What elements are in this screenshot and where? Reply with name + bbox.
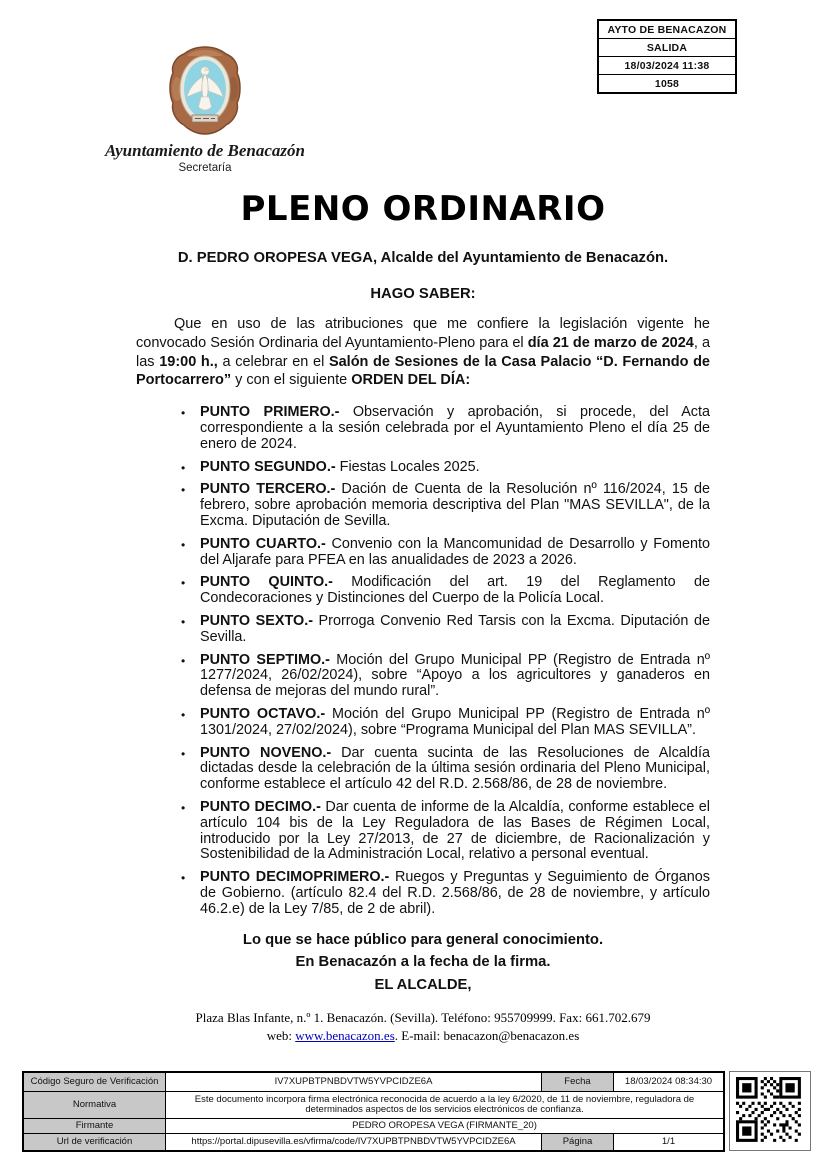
agenda-item bbox=[136, 707, 710, 739]
org-name: Ayuntamiento de Benacazón bbox=[105, 141, 305, 160]
intro-text-run: , a las bbox=[136, 334, 711, 370]
pagina-label: Página bbox=[541, 1133, 613, 1150]
hago-saber-heading: HAGO SABER: bbox=[370, 286, 476, 302]
pagina-value: 1/1 bbox=[613, 1133, 723, 1150]
fecha-value: 18/03/2024 08:34:30 bbox=[613, 1073, 723, 1091]
agenda-item bbox=[136, 405, 710, 452]
agenda-item-text: Dar cuenta de informe de la Alcaldía, conforme establece el artículo 104 bis de la Ley Reguladora de las Bases de Régimen Local, introducido por la Ley 27/2013, de 27 de diciembre, de Racionalización y Sostenibilidad de la Administración Local, relativo a personal eventual. bbox=[200, 798, 710, 863]
email-text: . E-mail: benacazon@benacazon.es bbox=[394, 1027, 580, 1043]
agenda-item bbox=[136, 482, 710, 529]
mayor-name: D. PEDRO OROPESA VEGA bbox=[177, 250, 373, 266]
qr-code-icon bbox=[729, 1071, 811, 1151]
normativa-value: Este documento incorpora firma electrónica reconocida de acuerdo a la ley 6/2020, de 11 de noviembre, reguladora de determinados aspectos de los servicios electrónicos de confianza. bbox=[165, 1091, 723, 1118]
stamp-number: 1058 bbox=[654, 78, 680, 90]
intro-text-run: y con el siguiente bbox=[231, 372, 352, 389]
agenda-list bbox=[136, 405, 710, 917]
agenda-item-text: Fiestas Locales 2025. bbox=[335, 458, 480, 475]
agenda-item bbox=[136, 575, 710, 607]
intro-bold-time: 19:00 h., bbox=[159, 353, 218, 370]
agenda-item-label: PUNTO SEPTIMO.- bbox=[200, 651, 330, 668]
firmante-value: PEDRO OROPESA VEGA (FIRMANTE_20) bbox=[165, 1118, 723, 1133]
agenda-item-label: PUNTO TERCERO.- bbox=[200, 481, 336, 498]
intro-bold-orden: ORDEN DEL DÍA: bbox=[351, 372, 471, 389]
agenda-item-label: PUNTO PRIMERO.- bbox=[200, 404, 340, 421]
stamp-datetime: 18/03/2024 11:38 bbox=[599, 57, 735, 75]
intro-bold-date: día 21 de marzo de 2024 bbox=[527, 334, 694, 351]
agenda-item-label: PUNTO SEXTO.- bbox=[200, 612, 313, 629]
agenda-item-label: PUNTO NOVENO.- bbox=[200, 744, 332, 761]
agenda-item-text: Moción del Grupo Municipal PP (Registro de Entrada nº 1277/2024, 26/02/2024), sobre “Apoyo a los agricultores y ganaderos en defensa de mejoras del mundo rural”. bbox=[200, 651, 710, 700]
page-title: PLENO ORDINARIO bbox=[240, 189, 606, 229]
agenda-item bbox=[136, 537, 710, 569]
address-line: Plaza Blas Infante, n.º 1. Benacazón. (Sevilla). Teléfono: 955709999. Fax: 661.702.679 bbox=[195, 1010, 651, 1025]
agenda-item-label: PUNTO QUINTO.- bbox=[200, 574, 333, 591]
mayor-role: , Alcalde del Ayuntamiento de Benacazón. bbox=[372, 250, 669, 266]
footer-address bbox=[136, 1009, 710, 1044]
verification-table bbox=[22, 1071, 725, 1152]
intro-bold-place: Salón de Sesiones de la Casa Palacio “D. Fernando de Portocarrero” bbox=[136, 353, 710, 389]
closing-block bbox=[136, 929, 710, 997]
normativa-label: Normativa bbox=[24, 1091, 165, 1118]
agenda-item-label: PUNTO SEGUNDO.- bbox=[200, 458, 336, 475]
closing-line: EL ALCALDE, bbox=[374, 976, 472, 993]
agenda-item-text: Dar cuenta sucinta de las Resoluciones de Alcaldía dictadas desde la celebración de la última sesión ordinaria del Pleno Municipal, conforme establece el artículo 42 del R.D. 2.568/86, de 28 de noviembre. bbox=[200, 744, 710, 793]
agenda-item-label: PUNTO OCTAVO.- bbox=[200, 705, 326, 722]
stamp-type: SALIDA bbox=[599, 39, 735, 57]
agenda-item-label: PUNTO DECIMO.- bbox=[200, 798, 321, 815]
agenda-item-label: PUNTO DECIMOPRIMERO.- bbox=[200, 869, 390, 886]
fecha-label: Fecha bbox=[541, 1073, 613, 1091]
agenda-item bbox=[136, 870, 710, 917]
org-department: Secretaría bbox=[178, 162, 232, 174]
closing-line: Lo que se hace público para general conocimiento. bbox=[242, 931, 604, 948]
csv-value: IV7XUPBTPNBDVTW5YVPCIDZE6A bbox=[165, 1073, 541, 1091]
contact-line bbox=[136, 1027, 710, 1045]
agenda-item-label: PUNTO CUARTO.- bbox=[200, 535, 326, 552]
website-link[interactable]: www.benacazon.es bbox=[295, 1027, 395, 1043]
url-value: https://portal.dipusevilla.es/vfirma/code/IV7XUPBTPNBDVTW5YVPCIDZE6A bbox=[165, 1133, 541, 1150]
agenda-item-text: Prorroga Convenio Red Tarsis con la Excma. Diputación de Sevilla. bbox=[200, 612, 710, 645]
agenda-item-text: Moción del Grupo Municipal PP (Registro de Entrada nº 1301/2024, 27/02/2024), sobre “Programa Municipal del Plan MAS SEVILLA”. bbox=[200, 705, 710, 738]
firmante-label: Firmante bbox=[24, 1118, 165, 1133]
agenda-item-text: Observación y aprobación, si procede, del Acta correspondiente a la sesión celebrada por el Ayuntamiento Pleno el día 25 de enero de 2024. bbox=[200, 404, 710, 452]
closing-line: En Benacazón a la fecha de la firma. bbox=[295, 954, 551, 970]
csv-label: Código Seguro de Verificación bbox=[24, 1073, 165, 1091]
agenda-item-text: Dación de Cuenta de la Resolución nº 116/2024, 15 de febrero, sobre aprobación memoria descriptiva del Plan "MAS SEVILLA", de la Excma. Diputación de Sevilla. bbox=[200, 481, 710, 529]
agenda-item bbox=[136, 614, 710, 646]
agenda-item-text: Ruegos y Preguntas y Seguimiento de Órganos de Gobierno. (artículo 82.4 del R.D. 2.568/86, de 28 de noviembre, y artículo 46.2.e) de la Ley 7/85, de 2 de abril). bbox=[200, 869, 711, 917]
mayor-line bbox=[136, 250, 710, 266]
intro-paragraph bbox=[136, 315, 710, 390]
url-label: Url de verificación bbox=[24, 1133, 165, 1150]
agenda-item bbox=[136, 460, 710, 476]
agenda-item-text: Convenio con la Mancomunidad de Desarrollo y Fomento del Aljarafe para PFEA en las anualidades de 2023 a 2026. bbox=[200, 535, 710, 568]
agenda-item bbox=[136, 800, 710, 863]
document-body bbox=[136, 0, 710, 1044]
stamp-org: AYTO DE BENACAZON bbox=[599, 21, 735, 39]
intro-text-run: Que en uso de las atribuciones que me confiere la legislación vigente he convocado Sesión Ordinaria del Ayuntamiento-Pleno para el bbox=[136, 316, 710, 351]
agenda-item-text: Modificación del art. 19 del Reglamento de Condecoraciones y Distinciones del Cuerpo de la Policía Local. bbox=[200, 574, 711, 607]
web-label: web: bbox=[266, 1027, 296, 1043]
agenda-item bbox=[136, 746, 710, 793]
agenda-item bbox=[136, 653, 710, 700]
intro-text-run: a celebrar en el bbox=[217, 353, 329, 370]
